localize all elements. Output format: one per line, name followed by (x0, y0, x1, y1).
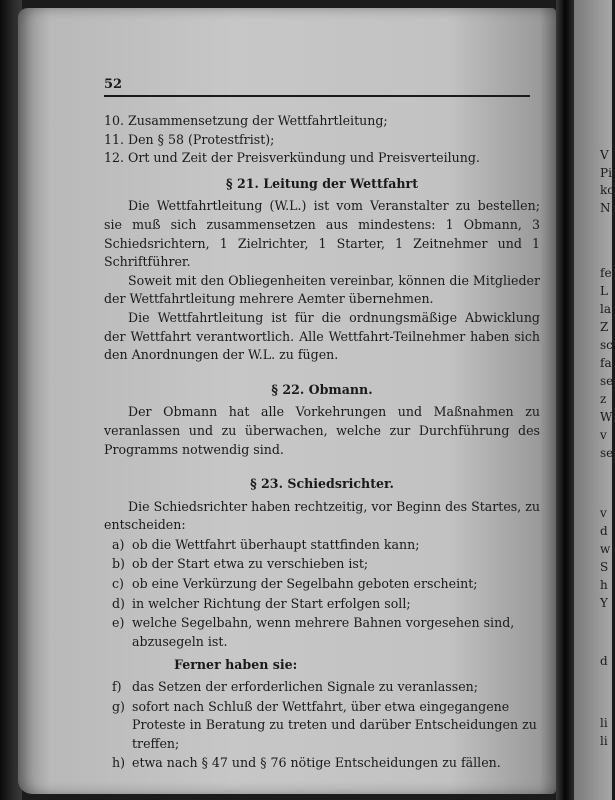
item-text: sofort nach Schluß der Wettfahrt, über etwa eingegangene Proteste in Beratung zu treten und darüber Entscheidungen zu treffen; (132, 698, 537, 751)
list-item (104, 131, 540, 150)
list-item (104, 555, 540, 574)
facing-page-fragment: se (600, 374, 614, 388)
page-content (104, 76, 540, 773)
facing-page-fragment: la (600, 302, 611, 316)
item-text: etwa nach § 47 und § 76 nötige Entscheidungen zu fällen. (132, 755, 501, 771)
section-22-paragraph: Der Obmann hat alle Vorkehrungen und Maßnahmen zu veranlassen und zu überwachen, welche zur Durchführung des Programms notwendig sind. (104, 404, 540, 457)
item-letter: h) (112, 755, 126, 771)
list-text: Den § 58 (Protestfrist); (128, 131, 275, 147)
page-number: 52 (104, 77, 123, 92)
item-text: ob eine Verkürzung der Segelbahn geboten erscheint; (132, 576, 478, 592)
facing-page-fragment: w (600, 542, 611, 556)
facing-page-fragment: W (600, 410, 613, 424)
list-number: 12. (104, 150, 125, 166)
facing-page-fragment: sc (600, 338, 613, 352)
item-text: in welcher Richtung der Start erfolgen soll; (132, 595, 411, 611)
item-letter: b) (112, 556, 125, 572)
facing-page-fragment: v (600, 506, 607, 520)
list-item (104, 536, 540, 555)
facing-page-fragment: fe (600, 266, 612, 280)
facing-page-fragment: Z (600, 320, 609, 334)
section-23-heading: § 23. Schiedsrichter. (250, 476, 394, 492)
list-item (104, 112, 540, 131)
book-gutter (556, 0, 574, 800)
list-item (104, 595, 540, 614)
item-letter: f) (112, 679, 122, 695)
item-letter: g) (112, 698, 125, 714)
facing-page-fragment: z (600, 392, 607, 406)
facing-page-fragment: d (600, 524, 608, 538)
facing-page-fragment: V (600, 148, 609, 162)
list-item (104, 149, 540, 168)
list-text: Zusammensetzung der Wettfahrtleitung; (128, 113, 388, 128)
section-21-paragraph: Soweit mit den Obliegenheiten vereinbar, können die Mitglieder der Wettfahrtleitung mehrere Aemter übernehmen. (104, 272, 540, 307)
item-letter: a) (112, 536, 125, 552)
list-item (104, 754, 540, 773)
facing-page-fragment: h (600, 578, 608, 592)
item-letter: c) (112, 576, 124, 592)
facing-page-fragment: li (600, 716, 608, 730)
facing-page-fragment: d (600, 654, 608, 668)
facing-page-fragment: N (600, 201, 611, 215)
item-text: welche Segelbahn, wenn mehrere Bahnen vorgesehen sind, abzusegeln ist. (132, 615, 515, 649)
section-22-heading: § 22. Obmann. (271, 381, 373, 397)
facing-page-fragment: ko (600, 183, 615, 197)
list-item (104, 698, 540, 754)
facing-page-fragment: fa (600, 356, 612, 370)
section-21-heading: § 21. Leitung der Wettfahrt (225, 175, 419, 191)
header-rule (104, 95, 530, 97)
section-23-subheading: Ferner haben sie: (174, 657, 298, 673)
facing-page-fragment: L (600, 284, 608, 298)
item-text: das Setzen der erforderlichen Signale zu veranlassen; (132, 679, 479, 695)
section-21-paragraph: Die Wettfahrtleitung (W.L.) ist vom Veranstalter zu bestellen; sie muß sich zusammensetzen aus mindestens: 1 Obmann, 3 Schiedsrichtern, 1 Zielrichter, 1 Starter, 1 Zeitnehmer und 1 Schriftführer. (104, 198, 540, 270)
list-item (104, 678, 540, 697)
item-text: ob die Wettfahrt überhaupt stattfinden kann; (132, 536, 420, 552)
list-number: 11. (104, 131, 125, 147)
item-text: ob der Start etwa zu verschieben ist; (132, 556, 369, 572)
item-letter: e) (112, 615, 125, 631)
facing-page-fragment: S (600, 560, 609, 574)
facing-page-fragment: v (600, 428, 607, 442)
section-21-paragraph: Die Wettfahrtleitung ist für die ordnungsmäßige Abwicklung der Wettfahrt verantwortlich. Alle Wettfahrt-Teilnehmer haben sich den Anordnungen der W.L. zu fügen. (104, 309, 540, 363)
facing-page-fragment: se (600, 446, 614, 460)
facing-page-edge (574, 0, 615, 800)
list-number: 10. (104, 113, 125, 128)
item-letter: d) (112, 595, 125, 611)
list-item (104, 614, 540, 651)
facing-page-fragment: li (600, 734, 608, 748)
facing-page-fragment: Y (600, 596, 608, 610)
list-item (104, 575, 540, 594)
section-23-intro: Die Schiedsrichter haben rechtzeitig, vor Beginn des Startes, zu entscheiden: (104, 498, 541, 533)
facing-page-fragment: Pi (600, 166, 612, 180)
list-text: Ort und Zeit der Preisverkündung und Preisverteilung. (128, 150, 480, 166)
